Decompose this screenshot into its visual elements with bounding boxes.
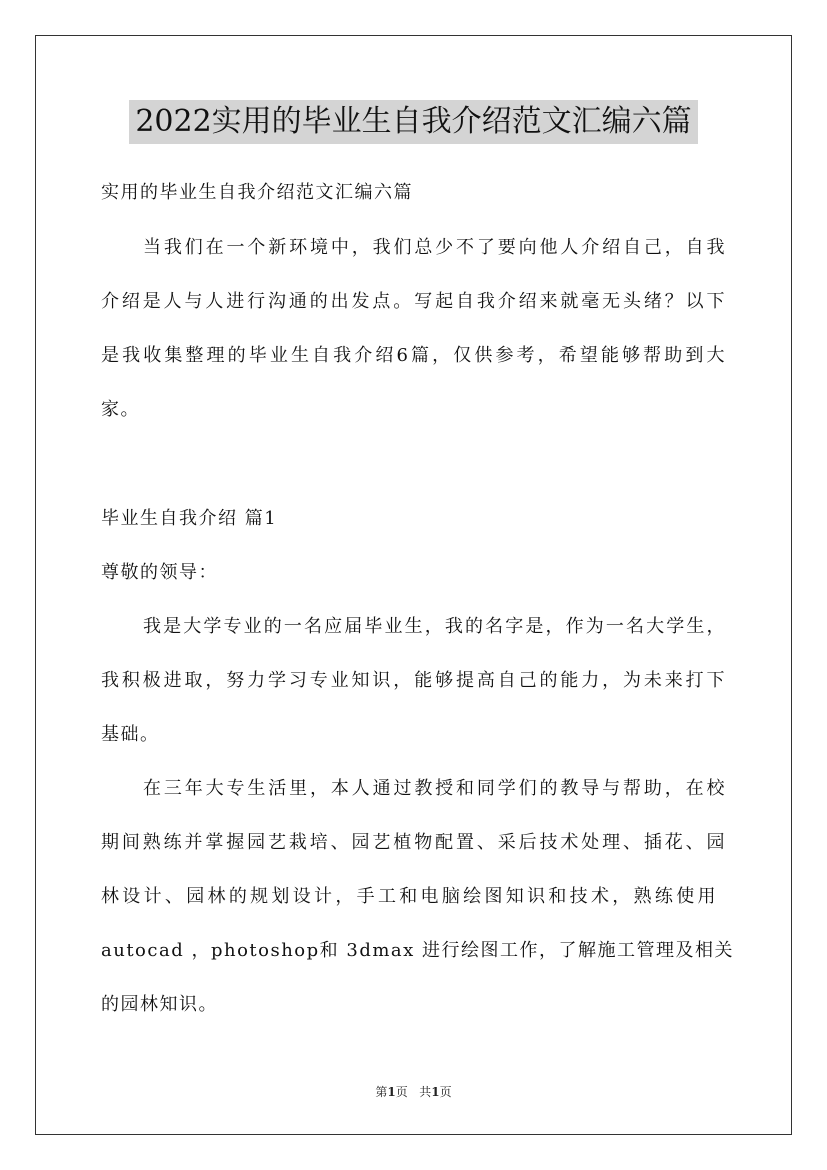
footer-total-suffix: 页 — [439, 1085, 452, 1099]
intro-line-4: 家。 — [101, 399, 140, 420]
paragraph2-line-1: 在三年大专生活里，本人通过教授和同学们的教导与帮助，在校 — [143, 778, 726, 799]
footer-page-suffix: 页 — [395, 1085, 408, 1099]
footer-page-number: 1 — [387, 1085, 396, 1099]
intro-line-3: 是我收集整理的毕业生自我介绍6篇，仅供参考，希望能够帮助到大 — [101, 345, 726, 366]
section-heading: 毕业生自我介绍 篇1 — [101, 508, 278, 529]
paragraph2-line-5: 的园林知识。 — [101, 994, 218, 1015]
document-subtitle: 实用的毕业生自我介绍范文汇编六篇 — [101, 182, 413, 203]
paragraph2-line-4: autocad ，photoshop和 3dmax 进行绘图工作，了解施工管理及相关 — [101, 940, 735, 961]
paragraph1-line-2: 我积极进取，努力学习专业知识，能够提高自己的能力，为未来打下 — [101, 670, 726, 691]
intro-line-2: 介绍是人与人进行沟通的出发点。写起自我介绍来就毫无头绪？以下 — [101, 291, 726, 312]
intro-line-1: 当我们在一个新环境中，我们总少不了要向他人介绍自己，自我 — [143, 237, 726, 258]
paragraph1-line-1: 我是大学专业的一名应届毕业生，我的名字是，作为一名大学生， — [143, 616, 726, 637]
footer-total-prefix: 共 — [419, 1085, 432, 1099]
salutation: 尊敬的领导： — [101, 562, 218, 583]
footer-page-prefix: 第 — [375, 1085, 388, 1099]
document-title — [0, 100, 827, 144]
footer-total-number: 1 — [431, 1085, 440, 1099]
document-title-text: 2022实用的毕业生自我介绍范文汇编六篇 — [129, 100, 697, 144]
paragraph2-line-2: 期间熟练并掌握园艺栽培、园艺植物配置、采后技术处理、插花、园 — [101, 832, 726, 853]
page-footer — [0, 1084, 827, 1100]
paragraph1-line-3: 基础。 — [101, 724, 160, 745]
paragraph2-line-3: 林设计、园林的规划设计，手工和电脑绘图知识和技术，熟练使用 — [101, 886, 717, 907]
